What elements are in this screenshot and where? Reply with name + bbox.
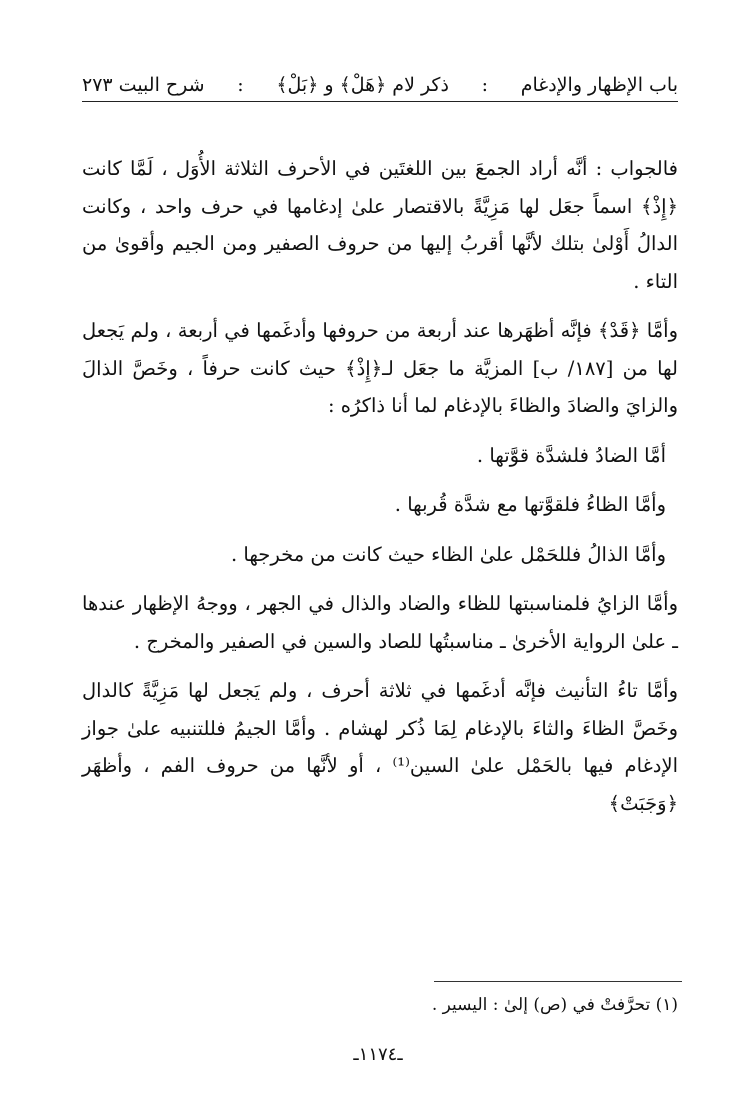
- paragraph-qad: وأمَّا ﴿قَدْ﴾ فإنَّه أظهَرها عند أربعة من حروفها وأدغَمها في أربعة ، ولم يَجعل لها من [١٨٧/ ب] المزيَّة ما جعَل لـ﴿إِذْ﴾ حيث كانت حرفاً ، وخَصَّ الذالَ والزايَ والضادَ والظاءَ بالإدغام لما أنا ذاكرُه :: [82, 319, 678, 417]
- paragraph-answer: فالجواب : أنَّه أراد الجمعَ بين اللغتَين في الأحرف الثلاثة الأُوَل ، لَمَّا كانت ﴿إِذْ﴾ اسماً جعَل لها مَزِيَّةً بالاقتصار علىٰ إدغامها في حرف واحد ، وكانت الدالُ أَوْلىٰ بتلك لأنَّها أقربُ إليها من حروف الصفير ومن الجيم وأقوىٰ من التاء .: [82, 157, 678, 293]
- paragraph-zah: وأمَّا الظاءُ فلقوَّتها مع شدَّة قُربها .: [394, 493, 666, 516]
- header-separator: :: [481, 74, 489, 96]
- footnote: (١) تحرَّفتْ في (ص) إلىٰ : اليسير .: [431, 995, 678, 1015]
- paragraph-dhal: وأمَّا الذالُ فللحَمْل علىٰ الظاء حيث كانت من مخرجها .: [230, 542, 666, 566]
- header-chapter-title: باب الإظهار والإدغام: [520, 74, 678, 96]
- header-section: شرح البيت ٢٧٣: [82, 74, 205, 96]
- running-header: [82, 68, 678, 102]
- paragraph-dad: أمَّا الضادُ فلشدَّة قوَّتها .: [476, 443, 666, 467]
- paragraph-zay: وأمَّا الزايُ فلمناسبتها للظاء والضاد والذال في الجهر ، ووجهُ الإظهار عندها ـ علىٰ الرواية الأخرىٰ ـ مناسبتُها للصاد والسين في الصفير والمخرج .: [82, 592, 678, 653]
- header-topic: ذكر لام ﴿هَلْ﴾ و ﴿بَلْ﴾: [276, 74, 449, 96]
- paragraph-ta-tanith: وأمَّا تاءُ التأنيث فإنَّه أدغَمها في ثلاثة أحرف ، ولم يَجعل لها مَزِيَّةً كالدال وخَصَّ الظاءَ والثاءَ بالإدغام لِمَا ذُكر لهشام . وأمَّا الجيمُ فللتنبيه علىٰ جواز الإدغام فيها بالحَمْل علىٰ السين⁽¹⁾ ، أو لأنَّها من حروف الفم ، وأظهَر ﴿وَجَبَتْ﴾: [82, 679, 678, 815]
- page-number: ـ١١٧٤ـ: [353, 1044, 403, 1065]
- main-text: [82, 150, 678, 822]
- footnote-divider: [434, 981, 682, 982]
- header-separator: :: [237, 74, 244, 96]
